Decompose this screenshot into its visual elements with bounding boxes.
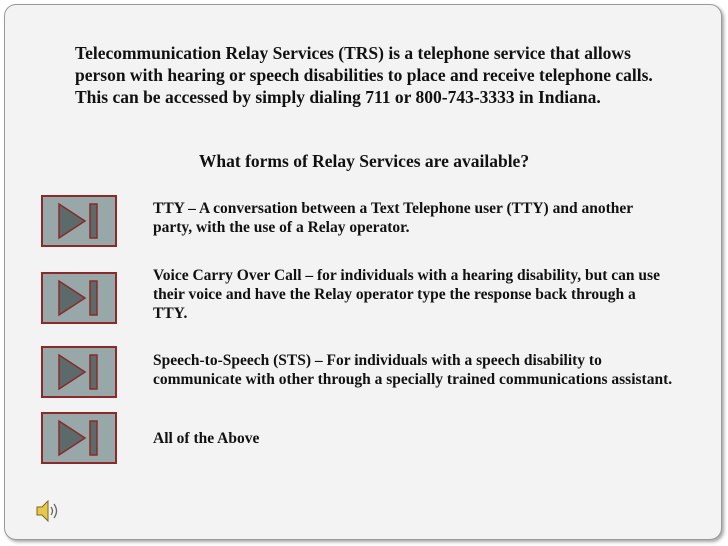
option-text-sts: Speech-to-Speech (STS) – For individuals with a speech disability to communicate with other through a specially trained communications assistant.: [153, 352, 673, 388]
option-button-all[interactable]: [41, 412, 117, 464]
play-next-icon: [43, 414, 115, 462]
play-next-icon: [43, 274, 115, 322]
intro-paragraph: Telecommunication Relay Services (TRS) is a telephone service that allows person with hearing or speech disabilities to place and receive telephone calls. This can be accessed by simply dialing 711 or 800-743-3333 in Indiana.: [75, 43, 653, 107]
option-text-all: All of the Above: [153, 430, 260, 447]
speaker-icon[interactable]: [34, 498, 62, 524]
option-button-sts[interactable]: [41, 346, 117, 398]
option-text-tty: TTY – A conversation between a Text Telephone user (TTY) and another party, with the use of a Relay operator.: [153, 200, 633, 236]
play-next-icon: [43, 348, 115, 396]
option-button-voice-carry-over[interactable]: [41, 272, 117, 324]
play-next-icon: [43, 197, 115, 245]
option-text-voice-carry-over: Voice Carry Over Call – for individuals with a hearing disability, but can use their voice and have the Relay operator type the response back through a TTY.: [153, 267, 660, 322]
option-button-tty[interactable]: [41, 195, 117, 247]
question-heading: What forms of Relay Services are available?: [198, 151, 530, 171]
